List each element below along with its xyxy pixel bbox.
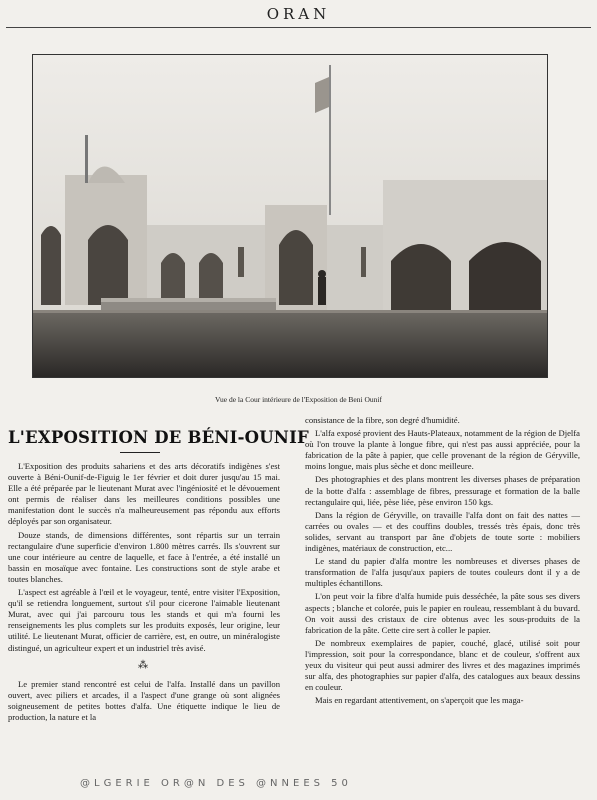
- running-header: ORAN: [266, 5, 331, 23]
- right-column: [305, 415, 580, 708]
- photo-caption: Vue de la Cour intérieure de l'Exposition de Beni Ounif: [215, 395, 382, 404]
- paragraph: Dans la région de Géryville, on travaille l'alfa dont on fait des nattes — carrées ou ovales — et des couffins doubles, tressés très épais, donc très solides, servant au transport par âne d'objets de toute sorte : mobiliers indigènes, matériaux de construction, etc...: [305, 509, 580, 554]
- paragraph: L'alfa exposé provient des Hauts-Plateaux, notamment de la région de Djelfa où l'on trouve la plante à longue fibre, qui n'est pas aussi appréciée, pour la fabrication de la pâte à papier, que celle provenant de la région de Géryville, moins longue, mais plus sèche et donc meilleure.: [305, 428, 580, 472]
- paragraph: consistance de la fibre, son degré d'humidité.: [305, 415, 460, 425]
- paragraph: L'Exposition des produits sahariens et des arts décoratifs indigènes s'est ouverte à Béni-Ounif-de-Figuig le 1er février et doit durer jusqu'au 15 mai. Elle a été préparée par le lieutenant Murat avec l'ingéniosité et le dévouement ont permis de réaliser dans les meilleures conditions possibles une manifestation dont le succès n'a malheureusement pas répondu aux efforts déployés par son organisateur.: [8, 461, 280, 527]
- courtyard-illustration: [33, 55, 547, 377]
- paragraph: De nombreux exemplaires de papier, couché, glacé, utilisé soit pour l'impression, soit pour la correspondance, blanc et de couleur, s'offrent aux yeux du visiteur qui peut aussi admirer des livres et des magazines imprimés sur alfa, des photographies sur papier d'alfa, des catalogues aux beaux dessins en couleur.: [305, 637, 580, 693]
- footer-watermark: @LGERIE OR@N DES @NNEES 50: [80, 778, 352, 789]
- paragraph: Douze stands, de dimensions différentes, sont répartis sur un terrain rectangulaire d'une superficie d'environ 1.800 mètres carrés. Ils s'ouvrent sur une cour intérieure au centre de laquelle, et face à l'entrée, a été installé un bassin en mosaïque avec fontaine. Les constructions sont de style arabe et toutes blanches.: [8, 529, 280, 584]
- paragraph: L'aspect est agréable à l'œil et le voyageur, tenté, entre visiter l'Exposition, qu'il se retiendra longuement, surtout s'il pour cicerone l'aimable lieutenant Murat, avec qui j'ai parcouru tous les stands et qui m'a fourni les renseignements les plus complets sur les produits exposés, leur origine, leur utilité. Le lieutenant Murat, officier de carrière, est, en outre, un minéralogiste distingué, un agriculteur expert et un industriel très avisé.: [8, 587, 280, 653]
- header-rule: [6, 27, 591, 28]
- exhibition-photo: [32, 54, 548, 378]
- paragraph: Le premier stand rencontré est celui de l'alfa. Installé dans un pavillon ouvert, avec piliers et arcades, il a l'aspect d'une grange où sont alignées soigneusement de petites bottes d'alfa. Une étiquette indique le lieu de production, la nature et la: [8, 678, 280, 722]
- title-rule: [120, 452, 160, 453]
- section-separator: ⁂: [138, 659, 150, 671]
- paragraph: L'on peut voir la fibre d'alfa humide puis desséchée, la pâte sous ses divers aspects ; blanche et colorée, puis le papier en rouleau, ressemblant à du buvard. On voit aussi des cristaux de cire obtenus avec les sous-produits de la fabrication de la pâte. Cette cire sert à coller le papier.: [305, 591, 580, 635]
- paragraph: Des photographies et des plans montrent les diverses phases de préparation de la botte d'alfa : assemblage de fibres, pressurage et formation de la balle rectangulaire qui, liée, pèse liée, pèse environ 150 kgs.: [305, 474, 580, 507]
- article-title: L'EXPOSITION DE BÉNI-OUNIF: [8, 428, 309, 447]
- paragraph: Mais en regardant attentivement, on s'aperçoit que les maga-: [315, 695, 524, 706]
- paragraph: Le stand du papier d'alfa montre les nombreuses et diverses phases de transformation de l'alfa jusqu'aux papiers de toutes couleurs dont il y a de multiples échantillons.: [305, 556, 580, 589]
- left-column: [8, 461, 280, 725]
